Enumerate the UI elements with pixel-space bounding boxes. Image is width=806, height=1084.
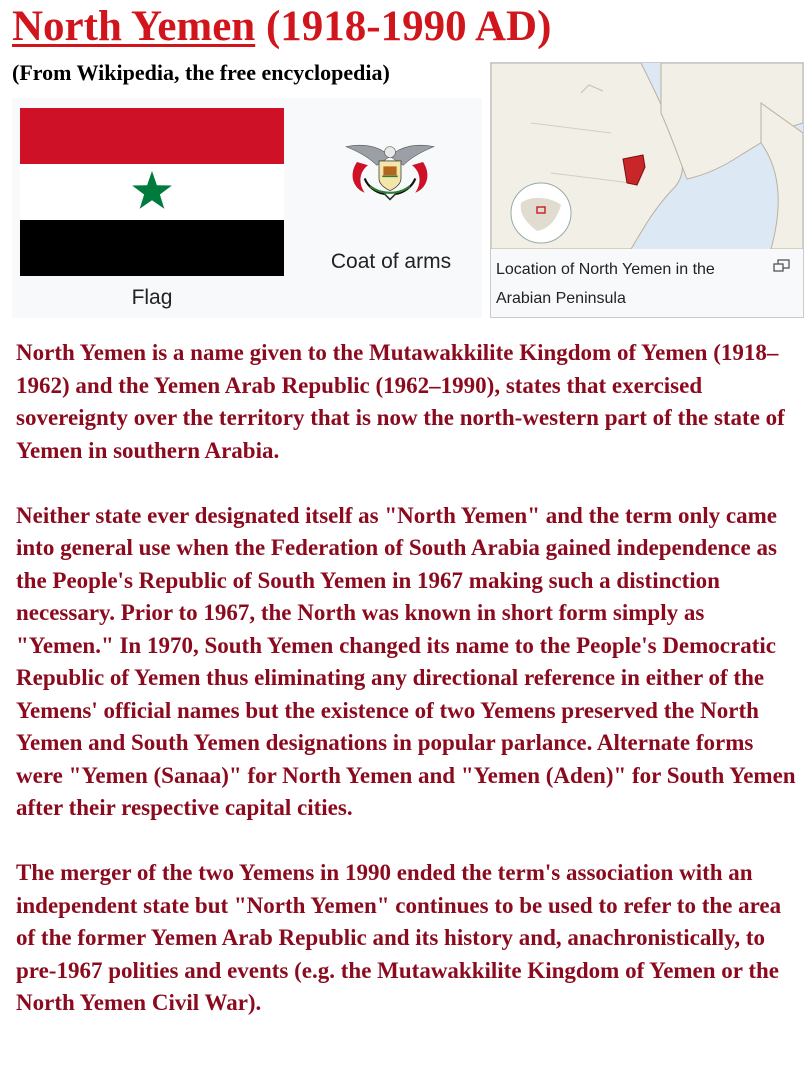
location-map[interactable] (491, 63, 803, 249)
paragraph-2: Neither state ever designated itself as "North Yemen" and the term only came into general use when the Federation of South Arabia gained independence as the People's Republic of South Yemen in 1967 making such a distinction necessary. Prior to 1967, the North was known in short form simply as "Yemen." In 1970, South Yemen changed its name to the People's Democratic Republic of Yemen thus eliminating any directional reference in either of the Yemens' official names but the existence of two Yemens preserved the North Yemen and South Yemen designations in popular parlance. Alternate forms were "Yemen (Sanaa)" for North Yemen and "Yemen (Aden)" for South Yemen after their respective capital cities. (16, 502, 796, 820)
infobox-map (490, 62, 804, 318)
article-body (16, 337, 802, 1020)
title-years: (1918-1990 AD) (255, 3, 552, 50)
map-caption: Location of North Yemen in the Arabian Peninsula (496, 261, 715, 307)
flag-black-band (20, 220, 284, 276)
infobox-emblems (12, 98, 482, 318)
flag-image[interactable] (20, 108, 284, 276)
enlarge-icon[interactable] (773, 259, 791, 273)
flag-red-band (20, 108, 284, 164)
source-note: (From Wikipedia, the free encyclopedia) (12, 60, 390, 85)
flag-caption: Flag (131, 286, 173, 309)
page-title (12, 2, 551, 52)
paragraph-1: North Yemen is a name given to the Mutawakkilite Kingdom of Yemen (1918–1962) and the Yemen Arab Republic (1962–1990), states that exercised sovereignty over the territory that is now the north-western part of the state of Yemen in southern Arabia. (16, 340, 785, 463)
title-main[interactable]: North Yemen (12, 3, 256, 50)
coat-of-arms-caption: Coat of arms (330, 250, 452, 273)
coat-of-arms-image[interactable] (310, 140, 470, 250)
paragraph-3: The merger of the two Yemens in 1990 ended the term's association with an independent state but "North Yemen" continues to be used to refer to the area of the former Yemen Arab Republic and its history and, anachronistically, to pre-1967 polities and events (e.g. the Mutawakkilite Kingdom of Yemen or the North Yemen Civil War). (16, 860, 782, 1015)
